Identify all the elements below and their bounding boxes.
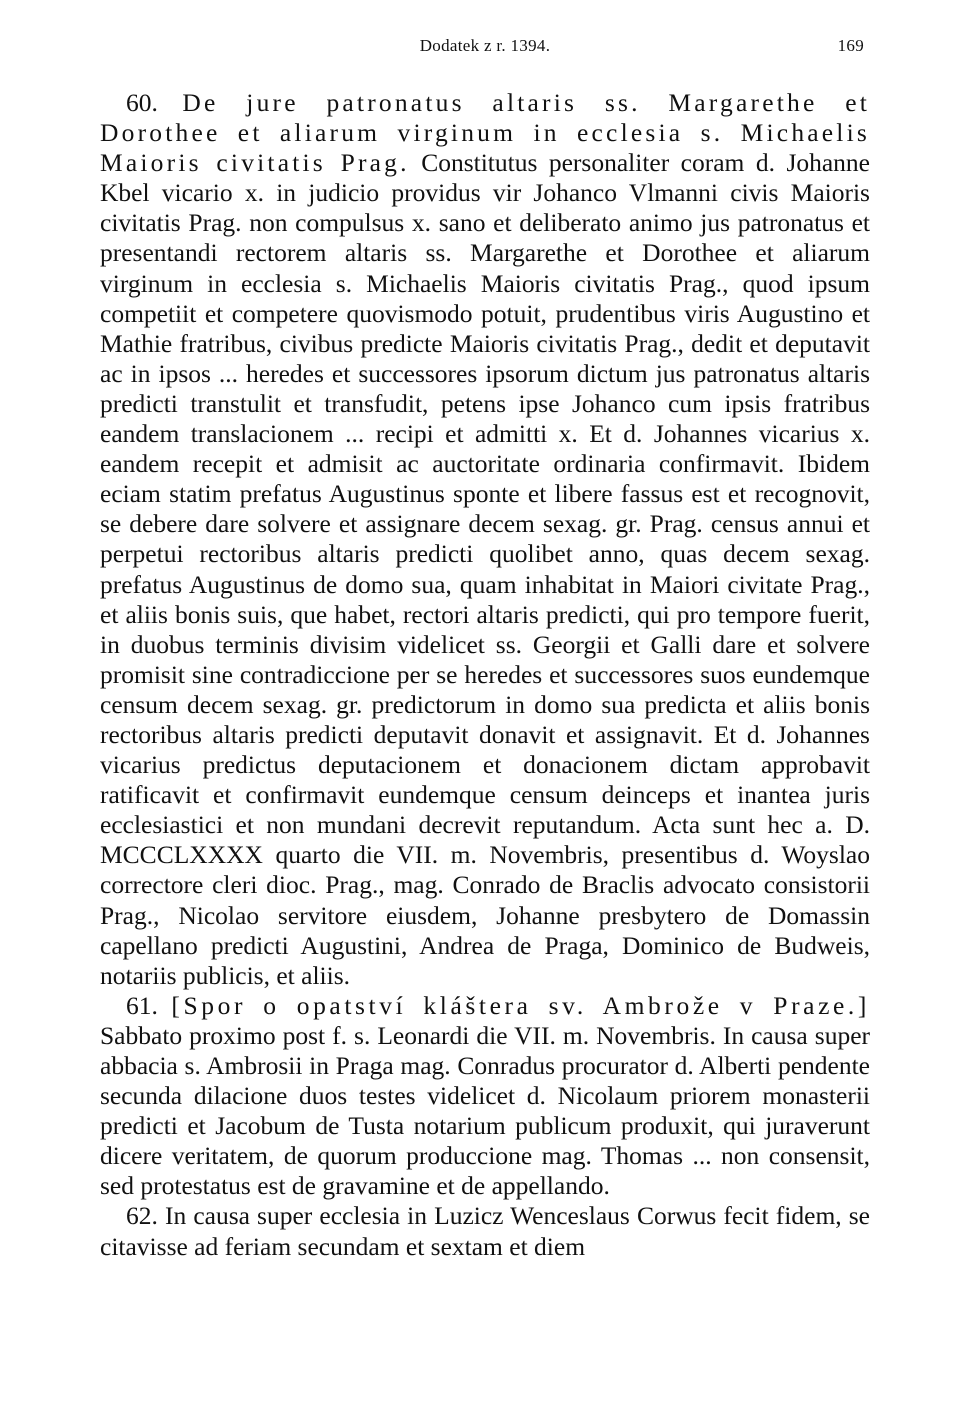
entry-number: 61. <box>126 990 158 1020</box>
entry-heading: [Spor o opatství kláštera sv. Ambrože v Praze.] <box>171 990 870 1020</box>
document-page <box>100 36 870 1262</box>
entry-number: 60. <box>126 88 158 117</box>
running-title: Dodatek z r. 1394. <box>419 36 551 55</box>
entry-60 <box>100 88 870 991</box>
entry-61 <box>100 991 870 1202</box>
entry-body: In causa super ecclesia in Luzicz Wenceslaus Corwus fecit fidem, se citavisse ad feriam secundam et sextam et diem <box>100 1201 870 1261</box>
entry-number: 62. <box>126 1201 158 1231</box>
page-number: 169 <box>837 36 864 55</box>
running-header <box>100 36 870 76</box>
text-block <box>100 88 870 1262</box>
entry-body: Sabbato proximo post f. s. Leonardi die VII. m. Novembris. In causa super abbacia s. Ambrosii in Praga mag. Conradus procurator d. Alberti pendente secunda dilacione duos testes videlicet d. Nicolaum priorem monasterii predicti et Jacobum de Tusta notarium publicum produxit, qui juraverunt dicere veritatem, de quorum produccione mag. Thomas ... non consensit, sed protestatus est de gravamine et de appellando. <box>100 1020 870 1201</box>
entry-heading: De jure patronatus altaris ss. Margarethe et Dorothee et aliarum virginum in ecclesia s. Michaelis Maioris civitatis Prag. <box>100 88 871 178</box>
entry-body: Constitutus personaliter coram d. Johanne Kbel vicario x. in judicio providus vir Johanco Vlmanni civis Maioris civitatis Prag. non compulsus x. sano et deliberato animo jus patronatus et presentandi rectorem altaris ss. Margarethe et Dorothee et aliarum virginum in ecclesia s. Michaelis Maioris civitatis Prag., quod ipsum competiit et competere quovismodo potuit, prudentibus viris Augustino et Mathie fratribus, civibus predicte Maioris civitatis Prag., dedit et deputavit ac in ipsos ... heredes et successores ipsorum dictum jus patronatus altaris predicti transtulit et transfudit, petens ipse Johanco cum ipsis fratribus eandem translacionem ... recipi et admitti x. Et d. Johannes vicarius x. eandem recepit et admisit ac auctoritate ordinaria confirmavit. Ibidem eciam statim prefatus Augustinus sponte et libere fassus est et recognovit, se debere dare solvere et assignare decem sexag. gr. Prag. census annui et perpetui rectoribus altaris predicti quolibet anno, quas decem sexag. prefatus Augustinus de domo sua, quam inhabitat in Maiori civitate Prag., et aliis bonis suis, que habet, rectori altaris predicti, qui pro tempore fuerit, in duobus terminis divisim videlicet ss. Georgii et Galli dare et solvere promisit sine contradiccione per se heredes et successores suos eundemque censum decem sexag. gr. predictorum in domo sua predicta et aliis bonis rectoribus altaris predicti deputavit donavit et assignavit. Et d. Johannes vicarius predictus deputacionem et donacionem dictam approbavit ratificavit et confirmavit eundemque censum deinceps et inantea juris ecclesiastici et non mundani decrevit reputandum. Acta sunt hec a. D. MCCCLXXXX quarto die VII. m. Novembris, presentibus d. Woyslao correctore cleri dioc. Prag., mag. Conrado de Braclis advocato consistorii Prag., Nicolao servitore eiusdem, Johanne presbytero de Domassin capellano predicti Augustini, Andrea de Praga, Dominico de Budweis, notariis publicis, et aliis. <box>100 148 871 990</box>
entry-62 <box>100 1201 870 1261</box>
